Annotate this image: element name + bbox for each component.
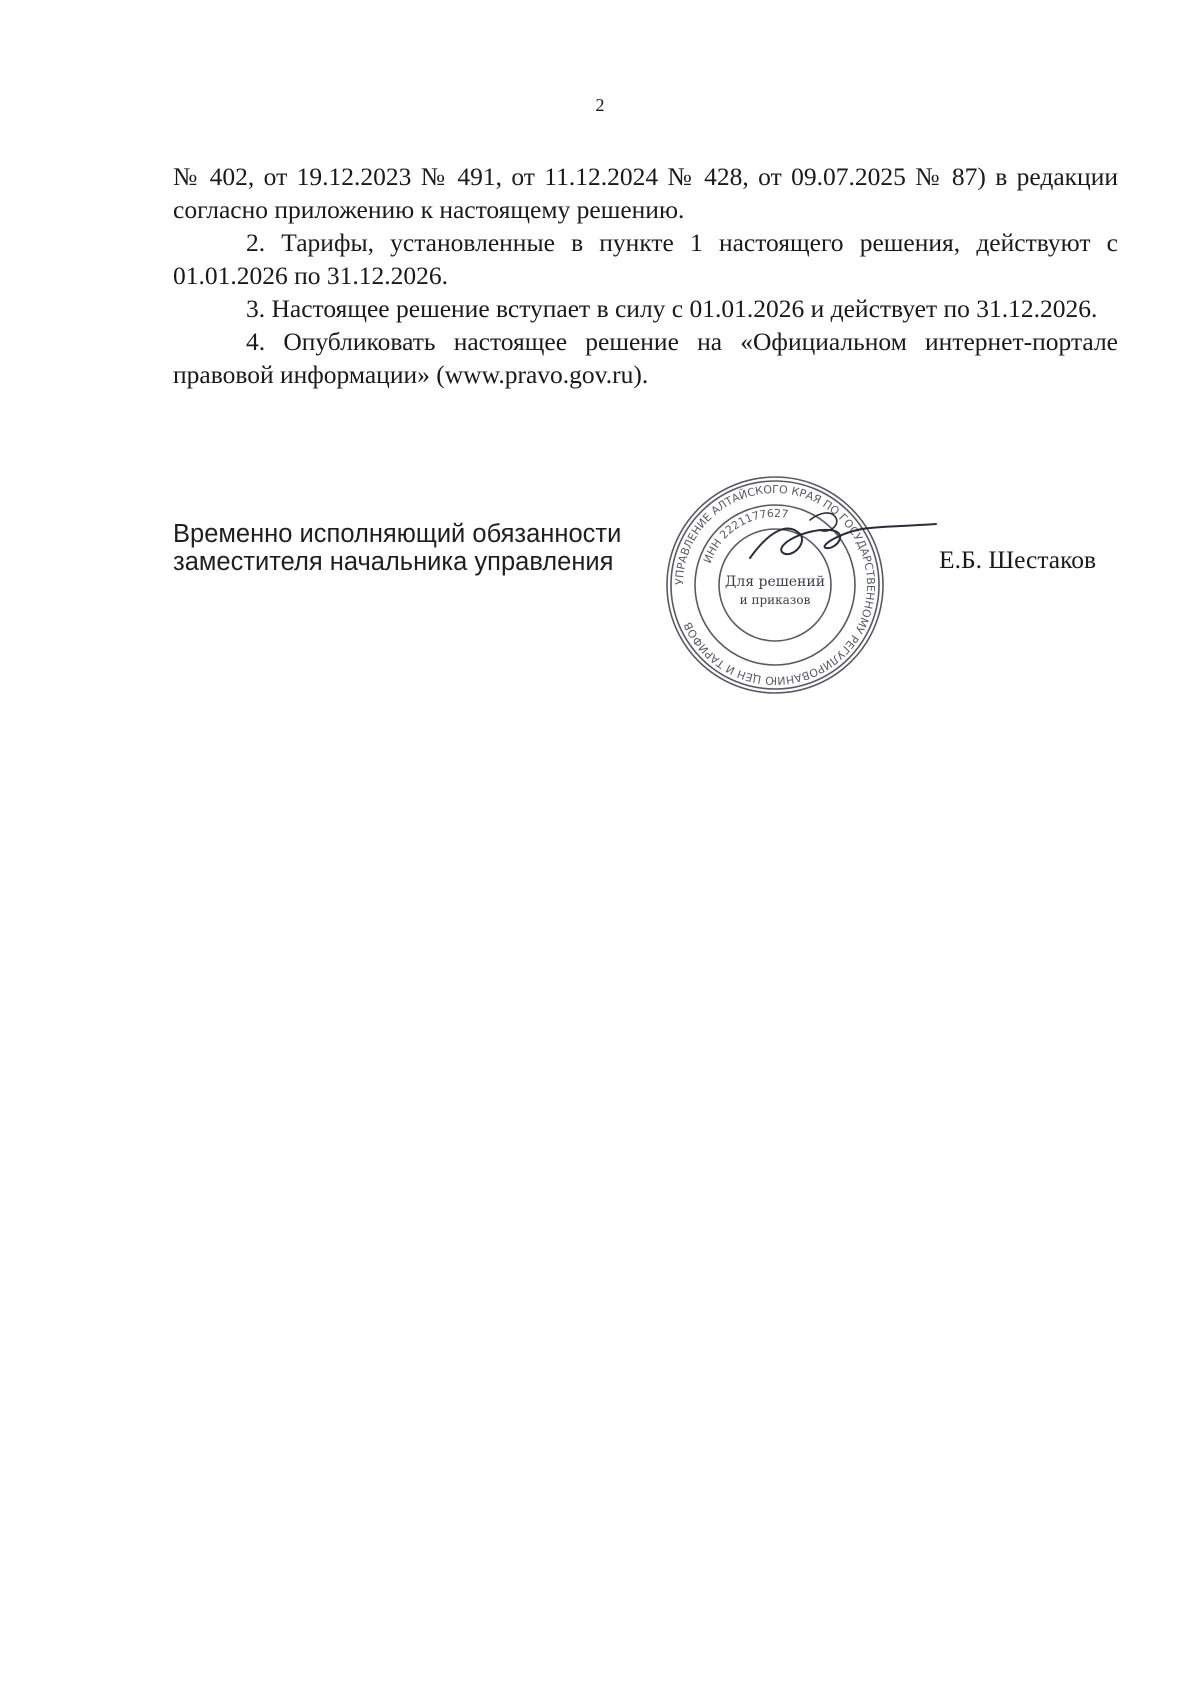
paragraph-2: 2. Тарифы, установленные в пункте 1 настоящего решения, действуют с 01.01.2026 по 31.12.2026. xyxy=(173,228,1118,290)
stamp-inn-text: ИНН 2221177627 xyxy=(700,506,790,566)
stamp-center-line-1: Для решений xyxy=(724,574,826,590)
document-body xyxy=(173,160,1118,391)
stamp-center-line-2: и приказов xyxy=(739,593,811,607)
paragraph-continuation: № 402, от 19.12.2023 № 491, от 11.12.2024 № 428, от 09.07.2025 № 87) в редакции согласно приложению к настоящему решению. xyxy=(173,162,1118,224)
paragraph-4: 4. Опубликовать настоящее решение на «Официальном интернет-портале правовой информации» (www.pravo.gov.ru). xyxy=(173,327,1118,389)
signer-position-line-1: Временно исполняющий обязанности xyxy=(173,520,622,548)
handwritten-signature xyxy=(740,500,940,580)
paragraph-3: 3. Настоящее решение вступает в силу с 01.01.2026 и действует по 31.12.2026. xyxy=(246,294,1098,323)
page-number: 2 xyxy=(595,95,605,115)
stamp-outer-text: УПРАВЛЕНИЕ АЛТАЙСКОГО КРАЯ ПО ГОСУДАРСТВЕННОМУ РЕГУЛИРОВАНИЮ ЦЕН И ТАРИФОВ xyxy=(672,482,878,688)
signer-position-line-2: заместителя начальника управления xyxy=(173,548,614,576)
signer-name: Е.Б. Шестаков xyxy=(939,545,1096,574)
signer-position xyxy=(173,520,621,576)
